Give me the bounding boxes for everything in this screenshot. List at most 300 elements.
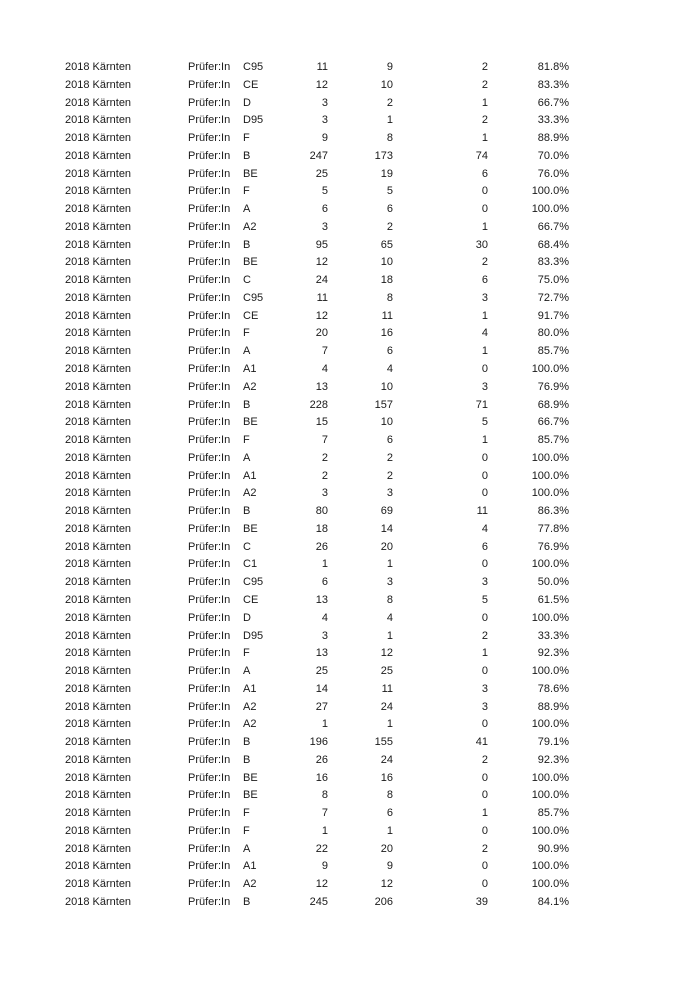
cell-examiner: Prüfer:In <box>188 807 231 820</box>
cell-pass-rate: 83.3% <box>537 256 569 269</box>
cell-exams-passed: 10 <box>380 416 393 429</box>
cell-exams-failed: 5 <box>481 416 488 429</box>
cell-examiner: Prüfer:In <box>188 61 231 73</box>
cell-pass-rate: 33.3% <box>537 114 569 127</box>
cell-exams-passed: 8 <box>386 593 393 606</box>
cell-exams-failed: 74 <box>475 149 488 162</box>
cell-exams-passed: 20 <box>380 540 393 553</box>
cell-exams-failed: 0 <box>481 185 488 198</box>
cell-year-region: 2018 Kärnten <box>65 149 132 162</box>
cell-year-region: 2018 Kärnten <box>65 256 132 269</box>
cell-exams-failed: 1 <box>481 220 488 233</box>
cell-pass-rate: 92.3% <box>537 647 569 660</box>
cell-examiner: Prüfer:In <box>188 274 231 287</box>
cell-exams-total: 24 <box>315 274 328 287</box>
cell-licence-category: A2 <box>243 718 257 731</box>
cell-exams-failed: 2 <box>481 78 488 91</box>
cell-exams-total: 13 <box>315 647 328 660</box>
cell-exams-failed: 2 <box>481 61 488 73</box>
cell-exams-total: 9 <box>321 860 328 873</box>
cell-exams-total: 22 <box>315 842 328 855</box>
cell-year-region: 2018 Kärnten <box>65 789 132 802</box>
cell-year-region: 2018 Kärnten <box>65 558 132 571</box>
cell-year-region: 2018 Kärnten <box>65 220 132 233</box>
cell-exams-failed: 6 <box>481 167 488 180</box>
cell-exams-failed: 4 <box>481 327 488 340</box>
cell-licence-category: F <box>243 807 250 820</box>
cell-pass-rate: 70.0% <box>537 149 569 162</box>
cell-exams-passed: 9 <box>386 860 393 873</box>
cell-licence-category: C1 <box>243 558 258 571</box>
cell-year-region: 2018 Kärnten <box>65 824 132 837</box>
cell-exams-total: 1 <box>321 718 328 731</box>
cell-exams-total: 26 <box>315 540 328 553</box>
cell-pass-rate: 83.3% <box>537 78 569 91</box>
cell-licence-category: D <box>243 611 251 624</box>
cell-year-region: 2018 Kärnten <box>65 736 132 749</box>
cell-exams-failed: 0 <box>481 363 488 376</box>
cell-exams-failed: 3 <box>481 380 488 393</box>
cell-exams-failed: 0 <box>481 878 488 891</box>
cell-licence-category: D95 <box>243 629 264 642</box>
cell-licence-category: B <box>243 753 251 766</box>
cell-examiner: Prüfer:In <box>188 647 231 660</box>
cell-year-region: 2018 Kärnten <box>65 522 132 535</box>
cell-exams-passed: 65 <box>380 238 393 251</box>
cell-exams-failed: 1 <box>481 345 488 358</box>
cell-exams-total: 14 <box>315 682 328 695</box>
cell-exams-failed: 0 <box>481 771 488 784</box>
cell-year-region: 2018 Kärnten <box>65 78 132 91</box>
cell-licence-category: A <box>243 665 251 678</box>
cell-exams-passed: 8 <box>386 291 393 304</box>
cell-exams-total: 95 <box>315 238 328 251</box>
cell-exams-total: 15 <box>315 416 328 429</box>
cell-licence-category: B <box>243 505 251 518</box>
cell-licence-category: A2 <box>243 700 257 713</box>
cell-licence-category: B <box>243 149 251 162</box>
cell-examiner: Prüfer:In <box>188 132 231 145</box>
cell-pass-rate: 91.7% <box>537 309 569 322</box>
cell-licence-category: BE <box>243 789 258 802</box>
cell-year-region: 2018 Kärnten <box>65 629 132 642</box>
cell-examiner: Prüfer:In <box>188 416 231 429</box>
cell-pass-rate: 84.1% <box>537 895 569 908</box>
cell-year-region: 2018 Kärnten <box>65 274 132 287</box>
cell-exams-passed: 157 <box>374 398 393 411</box>
cell-year-region: 2018 Kärnten <box>65 753 132 766</box>
cell-examiner: Prüfer:In <box>188 345 231 358</box>
cell-exams-total: 13 <box>315 380 328 393</box>
cell-exams-passed: 3 <box>386 576 393 589</box>
cell-pass-rate: 66.7% <box>537 220 569 233</box>
cell-exams-passed: 1 <box>386 718 393 731</box>
cell-year-region: 2018 Kärnten <box>65 576 132 589</box>
cell-licence-category: F <box>243 434 250 447</box>
cell-pass-rate: 100.0% <box>531 185 569 198</box>
cell-exams-passed: 206 <box>374 895 393 908</box>
cell-exams-total: 1 <box>321 558 328 571</box>
cell-exams-passed: 19 <box>380 167 393 180</box>
cell-exams-total: 247 <box>309 149 328 162</box>
cell-licence-category: A2 <box>243 380 257 393</box>
cell-pass-rate: 66.7% <box>537 416 569 429</box>
cell-licence-category: A2 <box>243 878 257 891</box>
cell-exams-passed: 14 <box>380 522 393 535</box>
cell-pass-rate: 81.8% <box>537 61 569 73</box>
cell-exams-failed: 1 <box>481 434 488 447</box>
cell-year-region: 2018 Kärnten <box>65 167 132 180</box>
cell-licence-category: A1 <box>243 860 257 873</box>
cell-exams-failed: 3 <box>481 576 488 589</box>
cell-year-region: 2018 Kärnten <box>65 238 132 251</box>
cell-licence-category: A1 <box>243 363 257 376</box>
cell-exams-failed: 11 <box>476 505 488 518</box>
cell-exams-passed: 155 <box>374 736 393 749</box>
cell-year-region: 2018 Kärnten <box>65 398 132 411</box>
cell-year-region: 2018 Kärnten <box>65 771 132 784</box>
cell-exams-failed: 1 <box>481 647 488 660</box>
cell-exams-passed: 24 <box>380 753 393 766</box>
cell-exams-total: 3 <box>321 96 328 109</box>
cell-exams-passed: 16 <box>380 327 393 340</box>
cell-year-region: 2018 Kärnten <box>65 345 132 358</box>
cell-pass-rate: 50.0% <box>537 576 569 589</box>
cell-year-region: 2018 Kärnten <box>65 593 132 606</box>
cell-licence-category: B <box>243 398 251 411</box>
cell-examiner: Prüfer:In <box>188 380 231 393</box>
cell-pass-rate: 77.8% <box>537 522 569 535</box>
cell-licence-category: D95 <box>243 114 264 127</box>
cell-year-region: 2018 Kärnten <box>65 718 132 731</box>
cell-year-region: 2018 Kärnten <box>65 487 132 500</box>
cell-exams-failed: 0 <box>481 718 488 731</box>
cell-pass-rate: 100.0% <box>531 203 569 216</box>
cell-exams-passed: 20 <box>380 842 393 855</box>
cell-pass-rate: 100.0% <box>531 771 569 784</box>
cell-pass-rate: 100.0% <box>531 860 569 873</box>
cell-pass-rate: 100.0% <box>531 558 569 571</box>
cell-exams-passed: 6 <box>386 434 393 447</box>
cell-pass-rate: 66.7% <box>537 96 569 109</box>
cell-examiner: Prüfer:In <box>188 327 231 340</box>
cell-exams-failed: 2 <box>481 114 488 127</box>
cell-year-region: 2018 Kärnten <box>65 665 132 678</box>
cell-pass-rate: 100.0% <box>531 469 569 482</box>
cell-exams-failed: 0 <box>481 611 488 624</box>
cell-examiner: Prüfer:In <box>188 291 231 304</box>
cell-exams-passed: 5 <box>386 185 393 198</box>
cell-exams-passed: 3 <box>386 487 393 500</box>
cell-exams-passed: 8 <box>386 132 393 145</box>
cell-pass-rate: 100.0% <box>531 611 569 624</box>
cell-exams-failed: 3 <box>481 291 488 304</box>
cell-examiner: Prüfer:In <box>188 309 231 322</box>
cell-pass-rate: 88.9% <box>537 132 569 145</box>
cell-year-region: 2018 Kärnten <box>65 291 132 304</box>
cell-year-region: 2018 Kärnten <box>65 416 132 429</box>
cell-licence-category: A <box>243 451 251 464</box>
cell-licence-category: B <box>243 895 251 908</box>
cell-year-region: 2018 Kärnten <box>65 132 132 145</box>
cell-pass-rate: 100.0% <box>531 878 569 891</box>
cell-examiner: Prüfer:In <box>188 203 231 216</box>
cell-exams-total: 12 <box>315 878 328 891</box>
cell-examiner: Prüfer:In <box>188 895 231 908</box>
cell-licence-category: A1 <box>243 682 257 695</box>
cell-exams-failed: 30 <box>475 238 488 251</box>
cell-exams-total: 13 <box>315 593 328 606</box>
cell-year-region: 2018 Kärnten <box>65 114 132 127</box>
cell-examiner: Prüfer:In <box>188 469 231 482</box>
cell-exams-passed: 1 <box>386 558 393 571</box>
cell-exams-total: 12 <box>315 309 328 322</box>
cell-licence-category: B <box>243 238 251 251</box>
cell-year-region: 2018 Kärnten <box>65 611 132 624</box>
cell-pass-rate: 85.7% <box>537 434 569 447</box>
cell-exams-total: 3 <box>321 114 328 127</box>
cell-pass-rate: 68.9% <box>537 398 569 411</box>
cell-exams-failed: 1 <box>481 309 488 322</box>
cell-exams-passed: 10 <box>380 78 393 91</box>
cell-year-region: 2018 Kärnten <box>65 682 132 695</box>
cell-year-region: 2018 Kärnten <box>65 309 132 322</box>
cell-exams-total: 196 <box>309 736 328 749</box>
cell-licence-category: CE <box>243 593 259 606</box>
cell-examiner: Prüfer:In <box>188 505 231 518</box>
cell-pass-rate: 100.0% <box>531 363 569 376</box>
cell-exams-total: 12 <box>315 78 328 91</box>
cell-exams-failed: 2 <box>481 629 488 642</box>
cell-exams-passed: 10 <box>380 256 393 269</box>
cell-exams-passed: 10 <box>380 380 393 393</box>
cell-year-region: 2018 Kärnten <box>65 451 132 464</box>
cell-licence-category: A2 <box>243 220 257 233</box>
cell-exams-failed: 0 <box>481 487 488 500</box>
cell-pass-rate: 90.9% <box>537 842 569 855</box>
cell-exams-passed: 2 <box>386 451 393 464</box>
cell-exams-total: 8 <box>321 789 328 802</box>
cell-licence-category: BE <box>243 256 258 269</box>
cell-licence-category: A1 <box>243 469 257 482</box>
cell-examiner: Prüfer:In <box>188 878 231 891</box>
cell-pass-rate: 85.7% <box>537 807 569 820</box>
cell-exams-total: 6 <box>321 576 328 589</box>
cell-exams-total: 1 <box>321 824 328 837</box>
cell-exams-failed: 0 <box>481 665 488 678</box>
cell-licence-category: F <box>243 185 250 198</box>
cell-pass-rate: 92.3% <box>537 753 569 766</box>
cell-exams-failed: 1 <box>481 96 488 109</box>
cell-exams-total: 26 <box>315 753 328 766</box>
cell-licence-category: C <box>243 540 251 553</box>
cell-exams-total: 9 <box>321 132 328 145</box>
cell-exams-failed: 0 <box>481 860 488 873</box>
cell-exams-failed: 0 <box>481 789 488 802</box>
cell-exams-total: 18 <box>315 522 328 535</box>
cell-licence-category: C <box>243 274 251 287</box>
cell-exams-passed: 2 <box>386 220 393 233</box>
cell-pass-rate: 76.9% <box>537 380 569 393</box>
cell-examiner: Prüfer:In <box>188 220 231 233</box>
cell-exams-passed: 8 <box>386 789 393 802</box>
cell-examiner: Prüfer:In <box>188 558 231 571</box>
cell-examiner: Prüfer:In <box>188 576 231 589</box>
cell-year-region: 2018 Kärnten <box>65 327 132 340</box>
cell-licence-category: F <box>243 824 250 837</box>
cell-licence-category: C95 <box>243 576 264 589</box>
cell-exams-passed: 2 <box>386 96 393 109</box>
cell-pass-rate: 85.7% <box>537 345 569 358</box>
cell-examiner: Prüfer:In <box>188 789 231 802</box>
cell-licence-category: F <box>243 132 250 145</box>
cell-year-region: 2018 Kärnten <box>65 647 132 660</box>
cell-exams-total: 11 <box>316 291 328 304</box>
cell-exams-passed: 4 <box>386 611 393 624</box>
cell-examiner: Prüfer:In <box>188 860 231 873</box>
cell-examiner: Prüfer:In <box>188 96 231 109</box>
cell-year-region: 2018 Kärnten <box>65 842 132 855</box>
cell-licence-category: C95 <box>243 61 264 73</box>
cell-exams-failed: 3 <box>481 700 488 713</box>
cell-exams-passed: 69 <box>380 505 393 518</box>
cell-examiner: Prüfer:In <box>188 522 231 535</box>
cell-licence-category: BE <box>243 416 258 429</box>
cell-year-region: 2018 Kärnten <box>65 434 132 447</box>
cell-pass-rate: 100.0% <box>531 718 569 731</box>
cell-exams-total: 16 <box>315 771 328 784</box>
cell-licence-category: F <box>243 327 250 340</box>
cell-year-region: 2018 Kärnten <box>65 61 132 73</box>
cell-examiner: Prüfer:In <box>188 434 231 447</box>
cell-exams-total: 6 <box>321 203 328 216</box>
cell-exams-total: 228 <box>309 398 328 411</box>
cell-examiner: Prüfer:In <box>188 167 231 180</box>
cell-exams-failed: 6 <box>481 274 488 287</box>
cell-pass-rate: 79.1% <box>537 736 569 749</box>
cell-examiner: Prüfer:In <box>188 736 231 749</box>
cell-year-region: 2018 Kärnten <box>65 895 132 908</box>
cell-exams-failed: 0 <box>481 558 488 571</box>
cell-exams-total: 2 <box>321 469 328 482</box>
cell-examiner: Prüfer:In <box>188 665 231 678</box>
cell-exams-passed: 9 <box>386 61 393 73</box>
cell-examiner: Prüfer:In <box>188 540 231 553</box>
cell-examiner: Prüfer:In <box>188 185 231 198</box>
cell-exams-passed: 11 <box>381 682 393 695</box>
cell-exams-total: 7 <box>321 434 328 447</box>
cell-licence-category: CE <box>243 309 259 322</box>
cell-pass-rate: 76.0% <box>537 167 569 180</box>
cell-exams-total: 4 <box>321 611 328 624</box>
cell-exams-total: 80 <box>315 505 328 518</box>
cell-exams-total: 7 <box>321 345 328 358</box>
cell-pass-rate: 100.0% <box>531 789 569 802</box>
cell-pass-rate: 61.5% <box>537 593 569 606</box>
cell-licence-category: CE <box>243 78 259 91</box>
cell-exams-total: 11 <box>316 61 328 73</box>
cell-exams-total: 25 <box>315 167 328 180</box>
cell-exams-failed: 5 <box>481 593 488 606</box>
cell-year-region: 2018 Kärnten <box>65 878 132 891</box>
cell-exams-failed: 2 <box>481 256 488 269</box>
cell-examiner: Prüfer:In <box>188 842 231 855</box>
cell-licence-category: BE <box>243 522 258 535</box>
cell-examiner: Prüfer:In <box>188 593 231 606</box>
cell-pass-rate: 80.0% <box>537 327 569 340</box>
cell-exams-passed: 12 <box>380 647 393 660</box>
cell-year-region: 2018 Kärnten <box>65 185 132 198</box>
cell-examiner: Prüfer:In <box>188 682 231 695</box>
cell-exams-failed: 1 <box>481 132 488 145</box>
cell-exams-passed: 173 <box>374 149 393 162</box>
cell-examiner: Prüfer:In <box>188 824 231 837</box>
cell-exams-total: 12 <box>315 256 328 269</box>
cell-examiner: Prüfer:In <box>188 487 231 500</box>
cell-pass-rate: 86.3% <box>537 505 569 518</box>
cell-examiner: Prüfer:In <box>188 114 231 127</box>
cell-exams-total: 27 <box>315 700 328 713</box>
cell-exams-passed: 2 <box>386 469 393 482</box>
results-table <box>65 59 569 912</box>
cell-year-region: 2018 Kärnten <box>65 363 132 376</box>
cell-exams-passed: 18 <box>380 274 393 287</box>
cell-examiner: Prüfer:In <box>188 771 231 784</box>
cell-year-region: 2018 Kärnten <box>65 203 132 216</box>
cell-licence-category: A2 <box>243 487 257 500</box>
cell-exams-total: 3 <box>321 487 328 500</box>
cell-pass-rate: 75.0% <box>537 274 569 287</box>
cell-exams-failed: 39 <box>475 895 488 908</box>
cell-exams-total: 3 <box>321 220 328 233</box>
cell-licence-category: BE <box>243 167 258 180</box>
cell-exams-failed: 0 <box>481 824 488 837</box>
cell-exams-failed: 0 <box>481 203 488 216</box>
cell-exams-failed: 71 <box>475 398 488 411</box>
cell-exams-failed: 1 <box>481 807 488 820</box>
cell-examiner: Prüfer:In <box>188 256 231 269</box>
cell-pass-rate: 78.6% <box>537 682 569 695</box>
cell-examiner: Prüfer:In <box>188 629 231 642</box>
cell-examiner: Prüfer:In <box>188 238 231 251</box>
cell-exams-passed: 25 <box>380 665 393 678</box>
cell-exams-failed: 41 <box>475 736 488 749</box>
cell-pass-rate: 100.0% <box>531 824 569 837</box>
cell-year-region: 2018 Kärnten <box>65 860 132 873</box>
cell-pass-rate: 100.0% <box>531 487 569 500</box>
cell-exams-total: 3 <box>321 629 328 642</box>
cell-examiner: Prüfer:In <box>188 398 231 411</box>
cell-exams-failed: 2 <box>481 753 488 766</box>
cell-exams-total: 7 <box>321 807 328 820</box>
cell-year-region: 2018 Kärnten <box>65 540 132 553</box>
cell-licence-category: D <box>243 96 251 109</box>
cell-examiner: Prüfer:In <box>188 611 231 624</box>
cell-exams-passed: 1 <box>386 824 393 837</box>
cell-exams-passed: 6 <box>386 345 393 358</box>
cell-exams-total: 245 <box>309 895 328 908</box>
cell-year-region: 2018 Kärnten <box>65 469 132 482</box>
cell-exams-passed: 12 <box>380 878 393 891</box>
cell-examiner: Prüfer:In <box>188 753 231 766</box>
cell-exams-passed: 1 <box>386 629 393 642</box>
cell-year-region: 2018 Kärnten <box>65 700 132 713</box>
cell-licence-category: A <box>243 842 251 855</box>
cell-exams-total: 5 <box>321 185 328 198</box>
cell-examiner: Prüfer:In <box>188 363 231 376</box>
cell-exams-failed: 0 <box>481 469 488 482</box>
cell-examiner: Prüfer:In <box>188 718 231 731</box>
